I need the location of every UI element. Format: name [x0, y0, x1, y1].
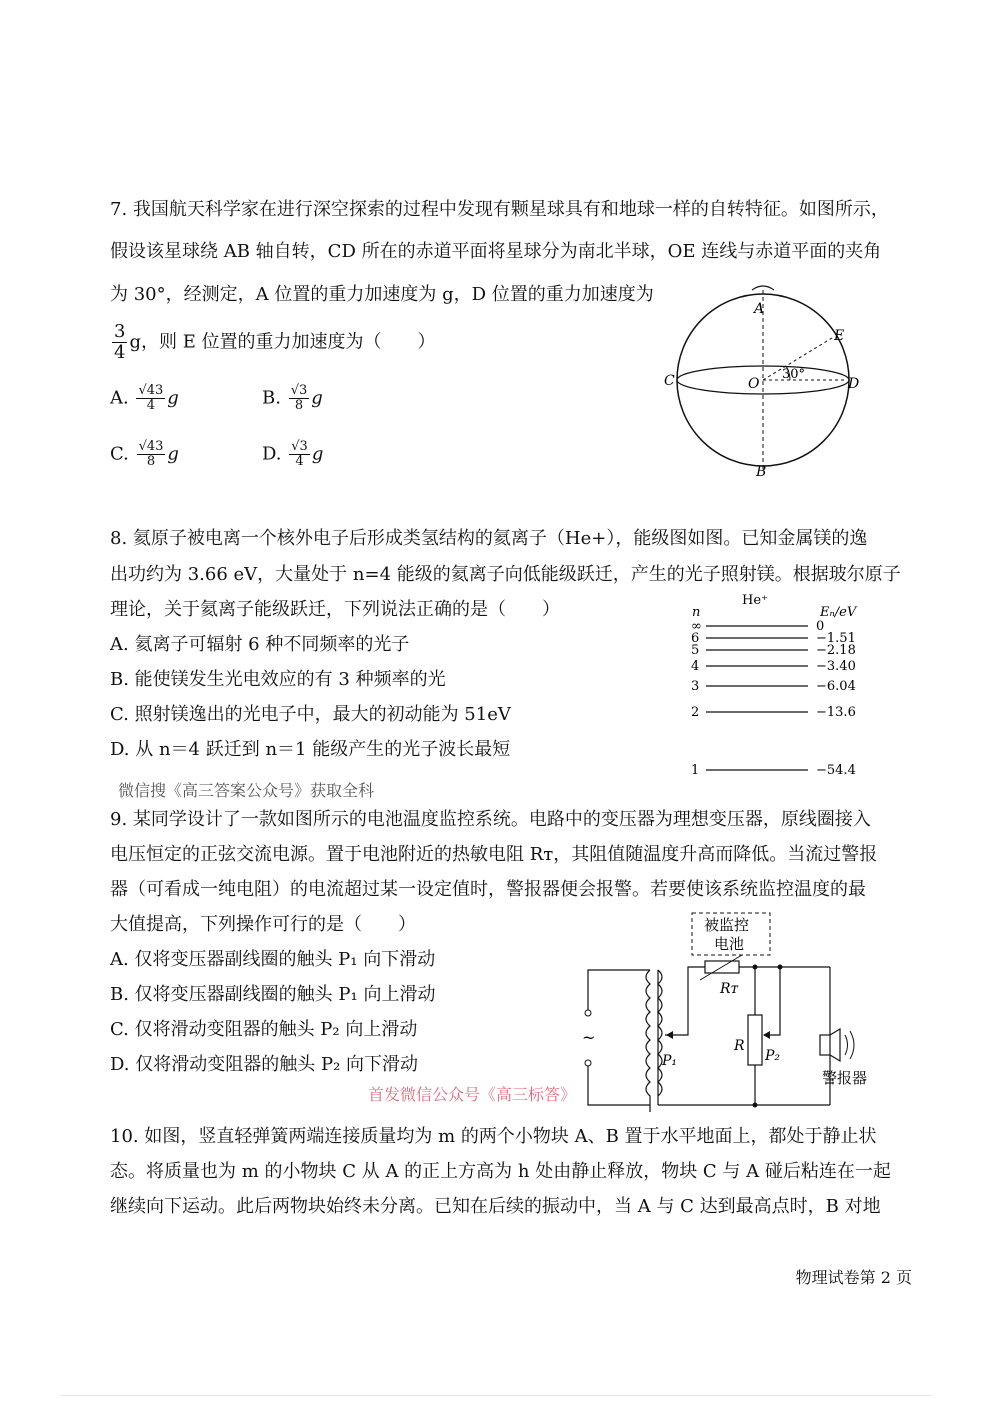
label-a: A — [754, 301, 765, 317]
q9-option-d: D. 仅将滑动变阻器的触头 P₂ 向下滑动 — [110, 1054, 419, 1075]
q9-line-2: 电压恒定的正弦交流电源。置于电池附近的热敏电阻 Rᴛ，其阻值随温度升高而降低。当流过警报 — [110, 844, 878, 865]
q9-line-3: 器（可看成一纯电阻）的电流超过某一设定值时，警报器便会报警。若要使该系统监控温度的最 — [110, 879, 866, 900]
q7-line-2: 假设该星球绕 AB 轴自转，CD 所在的赤道平面将星球分为南北半球，OE 连线与赤道平面的夹角 — [110, 241, 882, 262]
watermark-1: 微信搜《高三答案公众号》获取全科 — [118, 781, 375, 800]
q10-line-1: 10. 如图，竖直轻弹簧两端连接质量均为 m 的两个小物块 A、B 置于水平地面上，都处于静止状 — [110, 1126, 877, 1147]
rotation-arrow — [752, 286, 774, 290]
terminal-bottom — [585, 1060, 591, 1066]
planet-figure — [660, 280, 870, 480]
q8-line-1: 8. 氦原子被电离一个核外电子后形成类氢结构的氦离子（He+），能级图如图。已知金属镁的逸 — [110, 528, 868, 549]
level-e-2: −1.51 — [816, 631, 856, 646]
p2-arrow — [763, 1031, 770, 1039]
bottom-rule — [60, 1395, 932, 1396]
rt-label: Rᴛ — [720, 981, 739, 997]
level-e-3: −2.18 — [816, 643, 856, 658]
diagram-title: He⁺ — [742, 593, 768, 608]
label-o: O — [748, 376, 760, 392]
level-e-6: −13.6 — [816, 705, 856, 720]
q9-line-4: 大值提高，下列操作可行的是（ ） — [110, 914, 416, 935]
label-b: B — [756, 464, 767, 480]
level-n-7: 1 — [691, 763, 700, 778]
q7-line-4: $\frac{3}{4}$ g，则 E 位置的重力加速度为（ ） — [114, 321, 436, 363]
primary-coil — [646, 970, 650, 1112]
alarm-horn — [830, 1029, 840, 1061]
level-e-4: −3.40 — [816, 659, 856, 674]
q8-option-c: C. 照射镁逸出的光电子中，最大的初动能为 51eV — [110, 704, 511, 725]
q7-frac: $\frac{3}{4}$ — [114, 321, 126, 363]
level-n-5: 3 — [691, 679, 700, 694]
label-c: C — [664, 373, 675, 389]
watermark-2: 首发微信公众号《高三标答》 — [368, 1085, 577, 1104]
p1-arrow — [666, 1031, 673, 1039]
q9-line-1: 9. 某同学设计了一款如图所示的电池温度监控系统。电路中的变压器为理想变压器，原线圈接入 — [110, 809, 871, 830]
diagram-e-label: Eₙ/eV — [820, 605, 857, 620]
energy-level-diagram — [688, 590, 878, 785]
level-n-3: 5 — [691, 643, 700, 658]
q9-option-a: A. 仅将变压器副线圈的触头 P₁ 向下滑动 — [110, 949, 436, 970]
alarm-body — [820, 1035, 830, 1055]
label-angle: 30° — [782, 367, 806, 382]
q8-option-a: A. 氦离子可辐射 6 种不同频率的光子 — [110, 634, 410, 655]
circuit-diagram — [570, 905, 890, 1115]
q7-line-1: 7. 我国航天科学家在进行深空探索的过程中发现有颗星球具有和地球一样的自转特征。如图所示， — [110, 199, 889, 220]
p1-label: P₁ — [662, 1053, 678, 1069]
q8-line-3: 理论，关于氦离子能级跃迁，下列说法正确的是（ ） — [110, 599, 560, 620]
q10-line-3: 继续向下运动。此后两物块始终未分离。已知在后续的振动中，当 A 与 C 达到最高点时，B 对地 — [110, 1196, 881, 1217]
r-label: R — [734, 1038, 745, 1054]
alarm-label: 警报器 — [822, 1069, 868, 1087]
q8-option-b: B. 能使镁发生光电效应的有 3 种频率的光 — [110, 669, 446, 690]
battery-label-1: 被监控 — [704, 916, 750, 934]
q9-option-c: C. 仅将滑动变阻器的触头 P₂ 向上滑动 — [110, 1019, 418, 1040]
label-e: E — [834, 328, 845, 344]
level-n-2: 6 — [691, 631, 700, 646]
q7-option-d: D. $\frac{√3}{4}$ g — [262, 439, 324, 469]
q8-option-d: D. 从 n＝4 跃迁到 n＝1 能级产生的光子波长最短 — [110, 739, 511, 760]
thermistor-slash — [700, 955, 742, 980]
diagram-n-label: n — [692, 605, 701, 620]
level-n-4: 4 — [691, 659, 700, 674]
terminal-top — [585, 1010, 591, 1016]
q10-line-2: 态。将质量也为 m 的小物块 C 从 A 的正上方高为 h 处由静止释放，物块 C 与 A 碰后粘连在一起 — [110, 1161, 891, 1182]
level-e-1: 0 — [816, 619, 825, 634]
label-d: D — [848, 376, 860, 392]
level-e-5: −6.04 — [816, 679, 856, 694]
q7-line-3: 为 30°，经测定，A 位置的重力加速度为 g，D 位置的重力加速度为 — [110, 284, 654, 305]
q7-option-b: B. $\frac{√3}{8}$ g — [262, 383, 323, 413]
q8-line-2: 出功约为 3.66 eV，大量处于 n=4 能级的氦离子向低能级跃迁，产生的光子照射镁。根据玻尔原子 — [110, 564, 901, 585]
q7-option-c: C. $\frac{√43}{8}$ g — [110, 439, 179, 469]
page-footer: 物理试卷第 2 页 — [795, 1268, 912, 1287]
rheostat — [748, 1015, 762, 1065]
level-n-1: ∞ — [691, 619, 702, 634]
level-n-6: 2 — [691, 705, 700, 720]
q7-option-a: A. $\frac{√43}{4}$ g — [110, 383, 179, 413]
q9-option-b: B. 仅将变压器副线圈的触头 P₁ 向上滑动 — [110, 984, 436, 1005]
battery-label-2: 电池 — [714, 935, 745, 953]
ac-symbol: ~ — [582, 1028, 596, 1047]
energy-levels — [691, 619, 856, 778]
level-e-7: −54.4 — [816, 763, 856, 778]
p2-label: P₂ — [765, 1048, 781, 1064]
